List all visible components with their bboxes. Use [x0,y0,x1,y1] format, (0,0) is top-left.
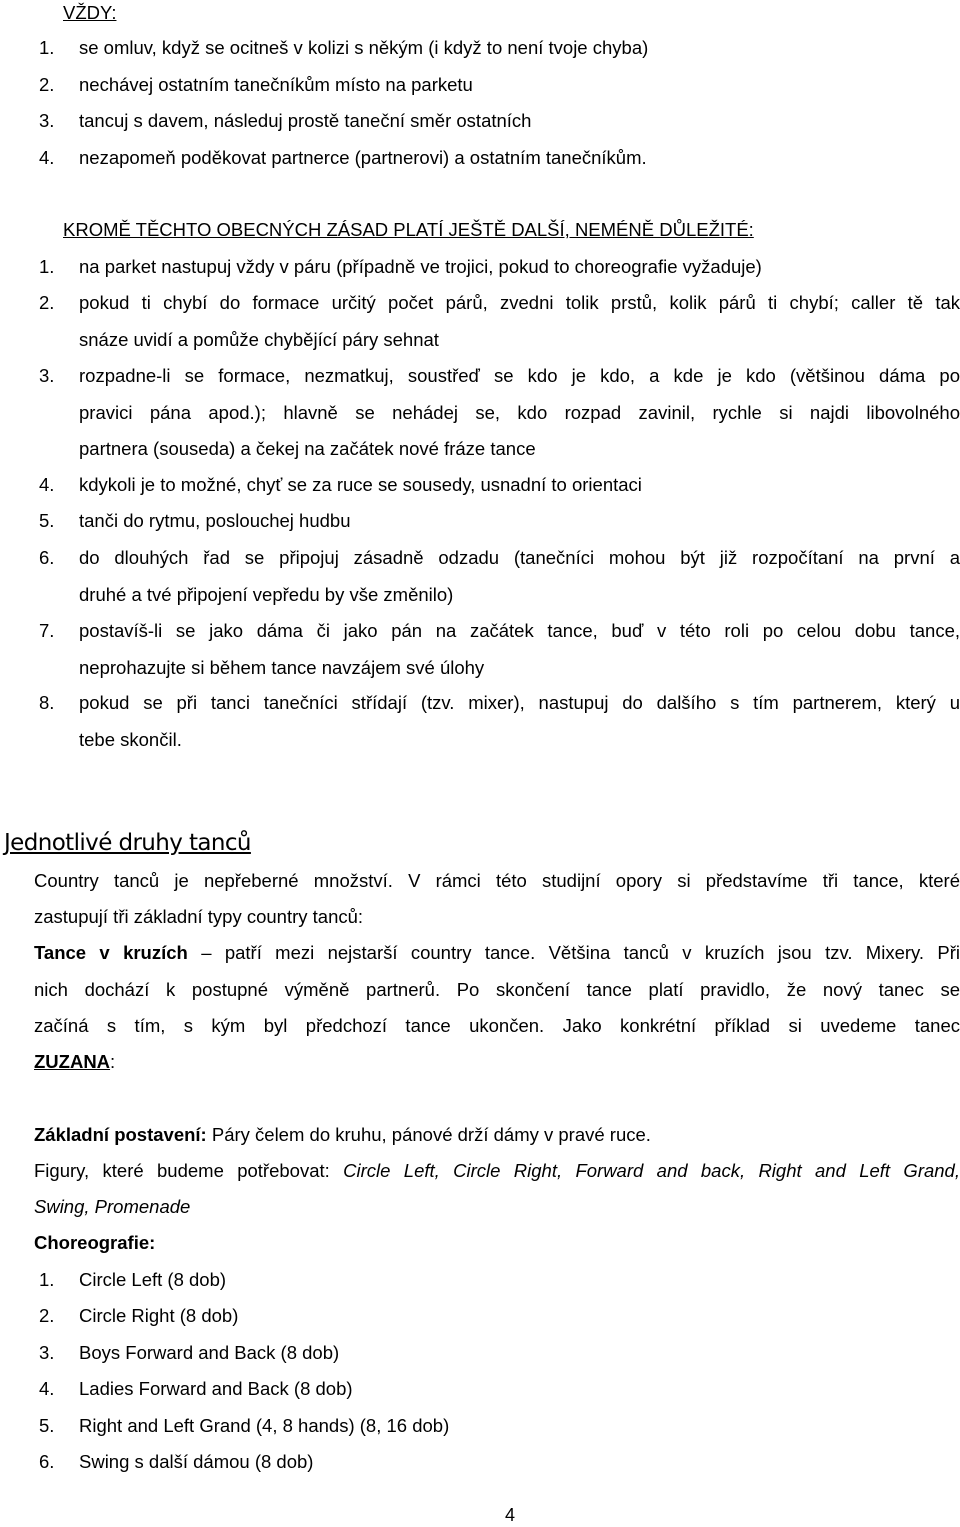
list-item-line: do dlouhých řad se připojuj zásadně odzadu (tanečníci mohou být již rozpočítaní na první a [79,547,960,568]
list-item: nezapomeň poděkovat partnerce (partnerovi) a ostatním tanečníkům. [79,147,647,168]
list-item-line: pravici pána apod.); hlavně se nehádej se, kdo rozpad zavinil, rychle si najdi libovolného [79,401,960,423]
circle-bold: Tance v kruzích [34,942,188,963]
list-item-number: 7. [39,620,55,641]
dance-name: ZUZANA [34,1051,111,1072]
list-item-number: 5. [39,510,55,531]
always-heading: VŽDY: [63,2,117,23]
list-item-number: 2. [39,292,55,313]
step-number: 1. [39,1269,55,1290]
list-item-line: partnera (souseda) a čekej na začátek nové fráze tance [79,438,536,459]
step-number: 3. [39,1342,55,1363]
list-item-line: kdykoli je to možné, chyť se za ruce se sousedy, usnadní to orientaci [79,474,642,495]
intro-line-2: zastupují tři základní typy country tanců: [34,906,364,927]
choreo-step: Swing s další dámou (8 dob) [79,1451,314,1472]
choreo-step: Circle Left (8 dob) [79,1269,227,1290]
list-item-number: 4. [39,147,55,168]
basic-position [34,1123,651,1147]
list-item-number: 3. [39,365,55,386]
choreo-step: Ladies Forward and Back (8 dob) [79,1378,353,1399]
figures-label: Figury, které budeme potřebovat: [34,1160,344,1181]
section-title: Jednotlivé druhy tanců [4,830,251,856]
list-item-line: tebe skončil. [79,728,182,750]
step-number: 4. [39,1378,55,1399]
dance-name-line [34,1050,115,1074]
step-number: 5. [39,1415,55,1436]
list-item-line: postavíš-li se jako dáma či jako pán na začátek tance, buď v této roli po celou dobu tance, [79,620,960,641]
list-item-number: 3. [39,110,55,131]
basic-text: Páry čelem do kruhu, pánové drží dámy v pravé ruce. [206,1124,651,1145]
list-item-line: tanči do rytmu, poslouchej hudbu [79,510,351,531]
choreo-label [34,1231,155,1255]
list-item-number: 8. [39,692,55,713]
step-number: 2. [39,1305,55,1326]
besides-heading: KROMĚ TĚCHTO OBECNÝCH ZÁSAD PLATÍ JEŠTĚ DALŠÍ, NEMÉNĚ DŮLEŽITÉ: [63,219,754,240]
list-item-line: pokud ti chybí do formace určitý počet párů, zvedni tolik prstů, kolik párů ti chybí; caller tě tak [79,292,960,313]
dance-colon: : [110,1051,116,1072]
choreo-label-text: Choreografie: [34,1232,156,1253]
list-item-number: 1. [39,256,55,277]
figures-line-2 [34,1195,190,1219]
intro-line-1: Country tanců je nepřeberné množství. V rámci této studijní opory si představíme tři tance, které [34,870,960,891]
choreo-step: Boys Forward and Back (8 dob) [79,1342,340,1363]
circle-line-2: nich dochází k postupné výměně partnerů. Po skončení tance platí pravidlo, že nový tanec se [34,979,960,1000]
list-item-line: snáze uvidí a pomůže chybějící páry sehnat [79,328,439,350]
circle-line-3: začíná s tím, s kým byl předchozí tance ukončen. Jako konkrétní příklad si uvedeme tanec [34,1015,960,1036]
figures-list-1: Circle Left, Circle Right, Forward and back, Right and Left Grand, [343,1160,960,1181]
list-item-number: 2. [39,74,55,95]
page-number: 4 [505,1505,516,1525]
figures-line-1 [34,1159,960,1183]
list-item-line: na parket nastupuj vždy v páru (případně ve trojici, pokud to choreografie vyžaduje) [79,256,762,277]
choreo-step: Circle Right (8 dob) [79,1305,239,1326]
basic-label: Základní postavení: [34,1124,207,1145]
list-item: se omluv, když se ocitneš v kolizi s někým (i když to není tvoje chyba) [79,37,649,58]
list-item-line: rozpadne-li se formace, nezmatkuj, soustřeď se kdo je kdo, a kde je kdo (většinou dáma po [79,365,960,386]
list-item-number: 1. [39,37,55,58]
circle-text-1: – patří mezi nejstarší country tance. Většina tanců v kruzích jsou tzv. Mixery. Při [201,942,960,963]
circle-line-1 [34,941,960,965]
list-item-number: 6. [39,547,55,568]
list-item: nechávej ostatním tanečníkům místo na parketu [79,74,473,95]
list-item: tancuj s davem, následuj prostě taneční směr ostatních [79,110,532,131]
list-item-line: neprohazujte si během tance navzájem své úlohy [79,656,485,678]
figures-list-2: Swing, Promenade [34,1196,191,1217]
list-item-line: druhé a tvé připojení vepředu by vše změnilo) [79,583,454,605]
list-item-number: 4. [39,474,55,495]
step-number: 6. [39,1451,55,1472]
list-item-line: pokud se při tanci tanečníci střídají (tzv. mixer), nastupuj do dalšího s tím partnerem, který u [79,692,960,713]
choreo-step: Right and Left Grand (4, 8 hands) (8, 16 dob) [79,1415,450,1436]
